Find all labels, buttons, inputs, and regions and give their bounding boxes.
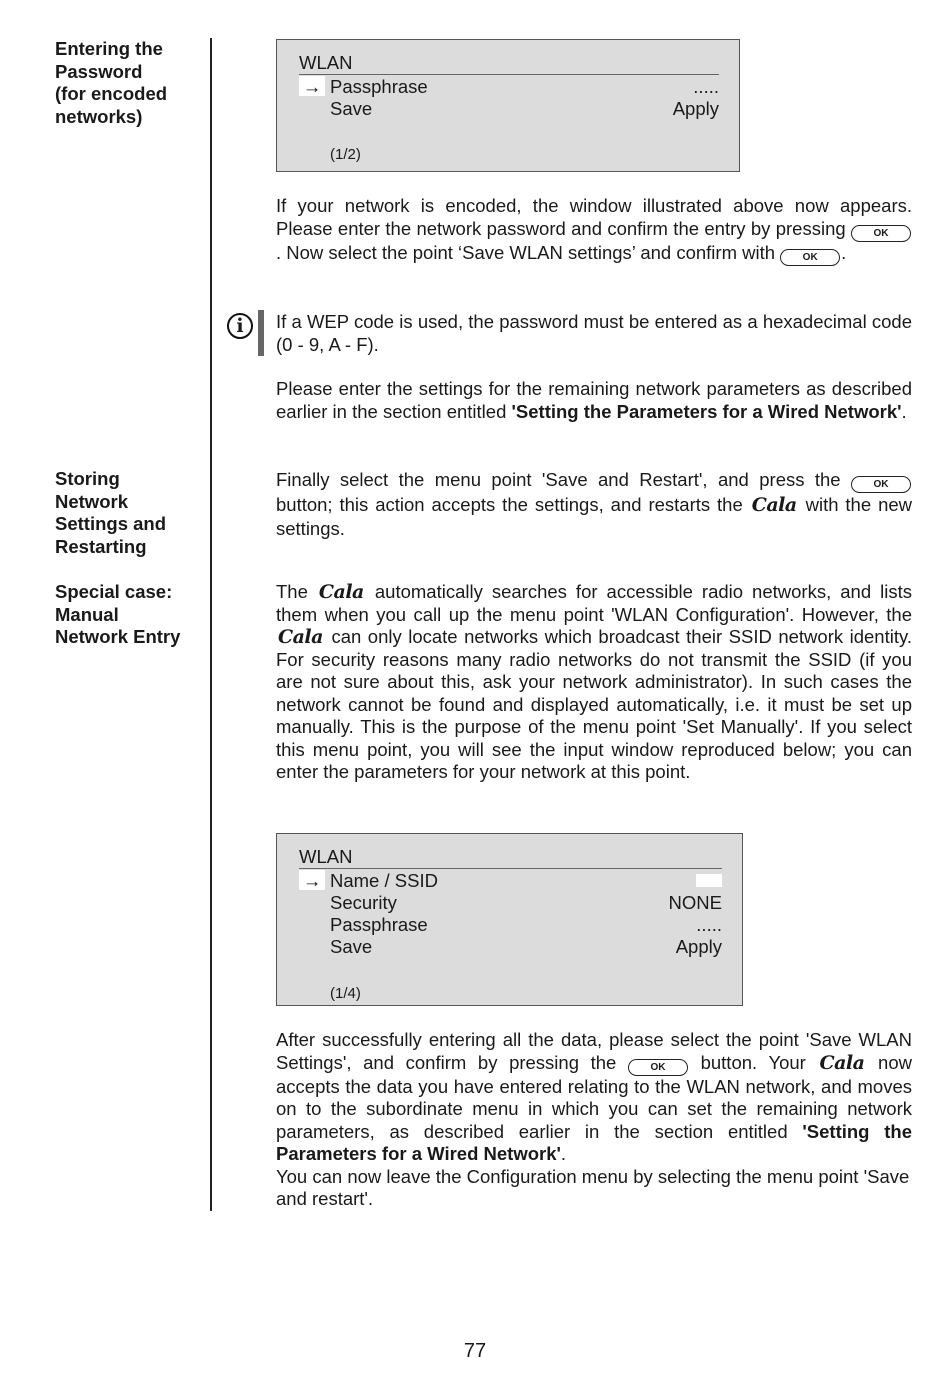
row-value: NONE <box>668 892 722 913</box>
ssid-value-field <box>696 874 722 887</box>
row-label: Passphrase <box>330 76 428 97</box>
screen-row <box>299 76 719 99</box>
info-circle-icon: i <box>227 313 253 339</box>
paragraph-manual-entry: The Cala automatically searches for accessible radio networks, and lists them when you call up the menu point 'WLAN Configuration'. However, the Cala can only locate networks which broadcast their SSID network identity. For security reasons many radio networks do not transmit the SSID (if you are not sure about this, ask your network administrator). In such cases the network cannot be found and displayed automatically, i.e. it must be set up manually. This is the purpose of the menu point 'Set Manually'. If you select this menu point, you will see the input window reproduced below; you can enter the parameters for your network at this point. <box>276 581 912 782</box>
heading-storing-settings: Storing Network Settings and Restarting <box>55 468 167 557</box>
heading-entering-password: Entering the Password (for encoded networks) <box>55 38 168 127</box>
cala-logo: Cala <box>751 494 797 516</box>
screen-page-indicator: (1/2) <box>330 146 361 163</box>
screen-title: WLAN <box>299 846 353 867</box>
wlan-screen-passphrase <box>276 39 740 172</box>
screen-row <box>299 936 722 959</box>
paragraph-remaining-parameters: Please enter the settings for the remaining network parameters as described earlier in the section entitled 'Setting the Parameters for a Wired Network'. <box>276 378 912 422</box>
paragraph-save-restart: Finally select the menu point 'Save and Restart', and press the OK button; this action accepts the settings, and restarts the Cala with the new settings. <box>276 469 913 539</box>
screen-rule <box>299 74 719 75</box>
ok-button-icon: OK <box>628 1059 688 1076</box>
page-number: 77 <box>463 1340 487 1362</box>
screen-row <box>299 98 719 121</box>
row-value: Apply <box>675 936 722 957</box>
column-divider <box>210 38 212 1211</box>
ok-button-icon: OK <box>851 476 911 493</box>
screen-page-indicator: (1/4) <box>330 985 361 1002</box>
cala-logo: Cala <box>278 626 323 648</box>
row-value: Apply <box>672 98 719 119</box>
note-wep-code: If a WEP code is used, the password must be entered as a hexadecimal code (0 - 9, A - F). <box>276 311 912 355</box>
row-label: Save <box>330 936 373 957</box>
row-label: Name / SSID <box>330 870 438 891</box>
ok-button-icon: OK <box>851 225 911 242</box>
row-label: Save <box>330 98 373 119</box>
screen-row <box>299 892 722 915</box>
row-value: ..... <box>693 76 719 97</box>
selection-arrow-icon: → <box>299 870 325 890</box>
selection-arrow-icon: → <box>299 76 325 96</box>
screen-row <box>299 914 722 937</box>
ok-button-icon: OK <box>780 249 840 266</box>
note-bar <box>258 310 264 356</box>
screen-title: WLAN <box>299 52 353 73</box>
row-label: Passphrase <box>330 914 428 935</box>
cala-logo: Cala <box>318 581 364 603</box>
screen-row <box>299 870 722 893</box>
row-label: Security <box>330 892 397 913</box>
row-value: ..... <box>696 914 722 935</box>
wlan-screen-manual <box>276 833 743 1006</box>
paragraph-leave-menu: You can now leave the Configuration menu by selecting the menu point 'Save and restart'. <box>276 1165 910 1209</box>
screen-rule <box>299 868 722 869</box>
paragraph-after-entry: After successfully entering all the data, please select the point 'Save WLAN Settings', and confirm by pressing the OK button. Your Cala now accepts the data you have entered relating to the WLAN network, and moves on to the subordinate menu in which you can set the remaining network parameters, as described earlier in the section entitled 'Setting the Parameters for a Wired Network'. You can now leave the Configuration menu by selecting the menu point 'Save and restart'. <box>276 1029 912 1209</box>
heading-manual-entry: Special case: Manual Network Entry <box>55 581 181 647</box>
cala-logo: Cala <box>819 1051 865 1074</box>
paragraph-encoded-network: If your network is encoded, the window illustrated above now appears. Please enter the network password and confirm the entry by pressing OK. Now select the point ‘Save WLAN settings’ and confirm with OK . <box>276 195 912 266</box>
